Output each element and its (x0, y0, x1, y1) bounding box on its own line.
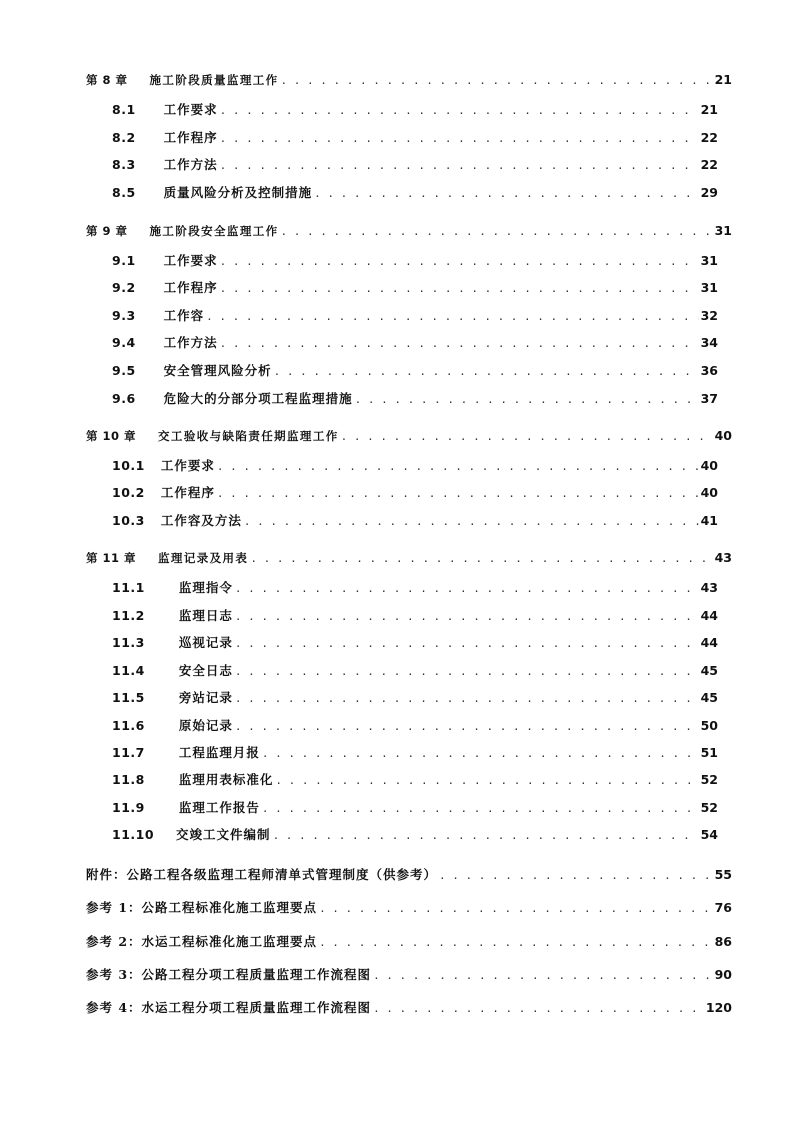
toc-entry-number: 10.2 (112, 485, 145, 500)
toc-entry-title: 工作要求 (163, 253, 218, 268)
toc-entry-title: 交竣工文件编制 (176, 827, 271, 842)
toc-entry-number: 11.4 (112, 663, 145, 678)
toc-entry-number: 8.3 (112, 157, 136, 172)
toc-page-number: 37 (700, 391, 718, 406)
toc-section-entry (112, 606, 718, 628)
toc-entry-number: 11.5 (112, 690, 145, 705)
toc-section-entry (112, 128, 718, 150)
toc-section-entry (112, 825, 718, 847)
dot-leader (220, 337, 699, 350)
toc-section-entry (112, 661, 718, 683)
toc-entry-title: 安全日志 (178, 663, 233, 678)
toc-entry-title: 危险大的分部分项工程监理措施 (163, 391, 353, 406)
toc-entry-number: 9.4 (112, 335, 136, 350)
toc-section-entry (112, 483, 718, 505)
dot-leader (244, 515, 699, 528)
toc-entry-number: 11.7 (112, 745, 145, 760)
toc-entry-number: 11.9 (112, 800, 145, 815)
toc-entry-number: 9.5 (112, 363, 136, 378)
toc-chapter-entry (86, 223, 732, 245)
dot-leader (206, 310, 698, 323)
toc-page-number: 36 (700, 363, 718, 378)
toc-entry-title: 工作方法 (163, 157, 218, 172)
toc-entry-title: 参考 3：公路工程分项工程质量监理工作流程图 (86, 967, 372, 982)
toc-section-entry (112, 633, 718, 655)
toc-entry-number: 8.5 (112, 185, 136, 200)
toc-entry-number: 11.8 (112, 772, 145, 787)
toc-page-number: 21 (700, 102, 718, 117)
toc-page-number: 31 (700, 280, 718, 295)
toc-section-entry (112, 389, 718, 411)
dot-leader (275, 774, 698, 787)
toc-entry-title: 施工阶段质量监理工作 (149, 73, 279, 87)
toc-entry-title: 监理日志 (178, 608, 233, 623)
toc-page-number: 29 (700, 185, 718, 200)
toc-entry-title: 质量风险分析及控制措施 (163, 185, 313, 200)
toc-appendix-entry (86, 998, 732, 1020)
dot-leader (281, 74, 713, 87)
dot-leader (235, 582, 699, 595)
toc-chapter-entry (86, 428, 732, 450)
toc-section-entry (112, 578, 718, 600)
dot-leader (274, 365, 699, 378)
dot-leader (281, 225, 713, 238)
toc-section-entry (112, 278, 718, 300)
toc-appendix-entry (86, 865, 732, 887)
toc-page-number: 43 (700, 580, 718, 595)
dot-leader (314, 187, 698, 200)
toc-page-number: 32 (700, 308, 718, 323)
dot-leader (439, 869, 713, 882)
dot-leader (235, 637, 699, 650)
toc-entry-title: 附件：公路工程各级监理工程师清单式管理制度（供参考） (86, 867, 438, 882)
toc-entry-title: 监理用表标准化 (178, 772, 274, 787)
dot-leader (220, 255, 699, 268)
toc-page-number: 34 (700, 335, 718, 350)
dot-leader (319, 902, 713, 915)
toc-chapter-entry (86, 550, 732, 572)
toc-entry-title: 参考 2：水运工程标准化施工监理要点 (86, 934, 318, 949)
dot-leader (262, 802, 699, 815)
toc-entry-title: 安全管理风险分析 (163, 363, 272, 378)
dot-leader (220, 159, 699, 172)
toc-page-number: 51 (700, 745, 718, 760)
toc-entry-title: 监理指令 (178, 580, 233, 595)
toc-entry-title: 交工验收与缺陷责任期监理工作 (158, 429, 339, 443)
toc-entry-title: 工作要求 (160, 458, 215, 473)
dot-leader (217, 460, 699, 473)
dot-leader (341, 430, 713, 443)
toc-page-number: 44 (700, 608, 718, 623)
toc-page-number: 50 (700, 718, 718, 733)
dot-leader (373, 1002, 704, 1015)
toc-appendix-entry (86, 932, 732, 954)
toc-entry-number: 第 10 章 (86, 429, 137, 443)
toc-appendix-entry (86, 965, 732, 987)
toc-page-number: 22 (700, 157, 718, 172)
toc-page-number: 86 (714, 934, 732, 949)
toc-entry-title: 监理工作报告 (178, 800, 260, 815)
dot-leader (235, 610, 699, 623)
toc-entry-title: 参考 1：公路工程标准化施工监理要点 (86, 900, 318, 915)
dot-leader (220, 132, 699, 145)
toc-section-entry (112, 688, 718, 710)
toc-section-entry (112, 770, 718, 792)
toc-section-entry (112, 798, 718, 820)
toc-entry-number: 9.2 (112, 280, 136, 295)
toc-page-number: 45 (700, 690, 718, 705)
toc-entry-title: 原始记录 (178, 718, 233, 733)
toc-section-entry (112, 100, 718, 122)
toc-entry-number: 第 9 章 (86, 224, 128, 238)
toc-entry-number: 9.1 (112, 253, 136, 268)
toc-entry-number: 9.6 (112, 391, 136, 406)
dot-leader (262, 747, 699, 760)
toc-section-entry (112, 511, 718, 533)
toc-section-entry (112, 306, 718, 328)
toc-entry-number: 8.1 (112, 102, 136, 117)
toc-entry-number: 第 8 章 (86, 73, 128, 87)
toc-entry-title: 工作方法 (163, 335, 218, 350)
toc-entry-title: 监理记录及用表 (158, 551, 249, 565)
toc-page-number: 44 (700, 635, 718, 650)
toc-entry-title: 工作程序 (163, 280, 218, 295)
toc-page-number: 22 (700, 130, 718, 145)
toc-page-number: 41 (700, 513, 718, 528)
toc-entry-number: 11.6 (112, 718, 145, 733)
toc-entry-number: 第 11 章 (86, 551, 137, 565)
toc-page-number: 40 (700, 458, 718, 473)
toc-section-entry (112, 743, 718, 765)
toc-entry-number: 9.3 (112, 308, 136, 323)
toc-page-number: 40 (714, 428, 732, 443)
toc-entry-number: 11.3 (112, 635, 145, 650)
toc-section-entry (112, 333, 718, 355)
toc-entry-number: 10.1 (112, 458, 145, 473)
toc-entry-number: 10.3 (112, 513, 145, 528)
toc-page-number: 21 (714, 72, 732, 87)
toc-page-number: 55 (714, 867, 732, 882)
toc-entry-title: 工作程序 (163, 130, 218, 145)
toc-appendix-entry (86, 898, 732, 920)
toc-entry-number: 11.1 (112, 580, 145, 595)
toc-page-number: 76 (714, 900, 732, 915)
toc-chapter-entry (86, 72, 732, 94)
toc-entry-title: 旁站记录 (178, 690, 233, 705)
toc-section-entry (112, 251, 718, 273)
dot-leader (235, 665, 699, 678)
toc-entry-title: 巡视记录 (178, 635, 233, 650)
toc-entry-title: 工作程序 (160, 485, 215, 500)
dot-leader (235, 692, 699, 705)
toc-page-number: 45 (700, 663, 718, 678)
toc-entry-number: 11.10 (112, 827, 155, 842)
toc-entry-title: 工作要求 (163, 102, 218, 117)
dot-leader (235, 720, 699, 733)
toc-entry-title: 施工阶段安全监理工作 (149, 224, 279, 238)
toc-page-number: 43 (714, 550, 732, 565)
dot-leader (319, 936, 713, 949)
toc-page-number: 54 (700, 827, 718, 842)
toc-entry-number: 11.2 (112, 608, 145, 623)
dot-leader (373, 969, 713, 982)
toc-page-number: 90 (714, 967, 732, 982)
dot-leader (250, 552, 712, 565)
dot-leader (355, 393, 699, 406)
toc-page-number: 31 (700, 253, 718, 268)
dot-leader (220, 104, 699, 117)
toc-section-entry (112, 456, 718, 478)
toc-section-entry (112, 716, 718, 738)
toc-entry-title: 工程监理月报 (178, 745, 260, 760)
toc-section-entry (112, 361, 718, 383)
dot-leader (273, 829, 699, 842)
toc-page-number: 31 (714, 223, 732, 238)
toc-section-entry (112, 155, 718, 177)
dot-leader (217, 487, 699, 500)
toc-section-entry (112, 183, 718, 205)
toc-page-number: 120 (705, 1000, 732, 1015)
toc-entry-title: 工作容及方法 (160, 513, 242, 528)
toc-entry-number: 8.2 (112, 130, 136, 145)
toc-entry-title: 参考 4：水运工程分项工程质量监理工作流程图 (86, 1000, 372, 1015)
toc-entry-title: 工作容 (163, 308, 205, 323)
toc-page-number: 52 (700, 800, 718, 815)
toc-page-number: 40 (700, 485, 718, 500)
toc-page-number: 52 (700, 772, 718, 787)
dot-leader (220, 282, 699, 295)
